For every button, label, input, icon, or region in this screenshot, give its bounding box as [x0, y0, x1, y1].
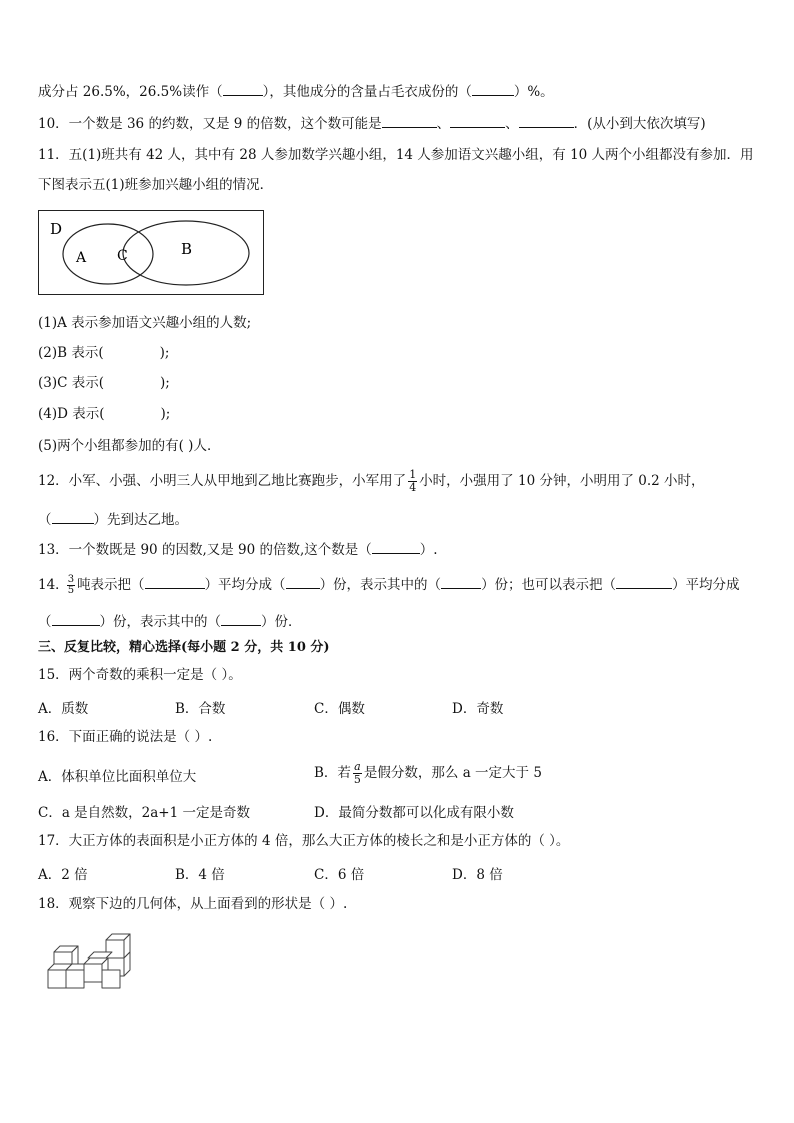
q12-line2: （ ）先到达乙地。	[38, 512, 188, 528]
answer-blank[interactable]	[450, 114, 505, 128]
q16-option-a[interactable]: A．体积单位比面积单位大	[38, 769, 197, 785]
answer-blank[interactable]	[472, 82, 514, 96]
q9-line: 成分占 26.5%，26.5%读作（ ），其他成分的含量占毛衣成份的（ ）%。	[38, 84, 554, 100]
q14-line2: （ ）份，表示其中的（ ）份．	[38, 614, 302, 630]
q15-option-b[interactable]: B．合数	[175, 701, 226, 717]
q11-sub5: (5)两个小组都参加的有( )人．	[38, 438, 221, 454]
fraction-a-over-5: $\frac{a}{5}$	[353, 760, 361, 786]
section-heading: 三、反复比较，精心选择(每小题 2 分，共 10 分)	[38, 640, 330, 655]
q13-line: 13．一个数既是 90 的因数,又是 90 的倍数,这个数是（ ）.	[38, 542, 438, 558]
venn-universe-box	[39, 211, 264, 295]
answer-blank[interactable]	[223, 82, 263, 96]
cube-solid-figure	[40, 928, 140, 996]
q14-line1: 14． $\frac{3}{5}$ 吨表示把（ ）平均分成（ ）份，表示其中的（ ）份；也可以表示把（ ）平均分成	[38, 574, 740, 596]
q17-option-b[interactable]: B．4 倍	[175, 867, 225, 883]
q17-option-c[interactable]: C．6 倍	[314, 867, 365, 883]
q16-option-b[interactable]: B．若 $\frac{a}{5}$ 是假分数，那么 a 一定大于 5	[314, 760, 542, 786]
q12-line1: 12．小军、小强、小明三人从甲地到乙地比赛跑步，小军用了 $\frac{1}{4}$ 小时，小强用了 10 分钟，小明用了 0.2 小时，	[38, 468, 705, 494]
q16-stem: 16．下面正确的说法是（ ）.	[38, 729, 213, 745]
q17-stem: 17．大正方体的表面积是小正方体的 4 倍，那么大正方体的棱长之和是小正方体的（ ）。	[38, 833, 570, 849]
answer-blank[interactable]	[52, 510, 94, 524]
answer-blank[interactable]	[145, 575, 205, 589]
q11-sub2: (2)B 表示( );	[38, 345, 170, 361]
q10-line: 10．一个数是 36 的约数，又是 9 的倍数，这个数可能是 、 、 ．(从小到大依次填写)	[38, 116, 706, 132]
answer-blank[interactable]	[519, 114, 574, 128]
answer-blank[interactable]	[382, 114, 437, 128]
q11-sub1: (1)A 表示参加语文兴趣小组的人数;	[38, 315, 252, 331]
q18-stem: 18．观察下边的几何体，从上面看到的形状是（ ）.	[38, 896, 348, 912]
q16-option-c[interactable]: C．a 是自然数，2a+1 一定是奇数	[38, 805, 250, 821]
answer-blank[interactable]	[616, 575, 672, 589]
answer-blank[interactable]	[221, 612, 261, 626]
answer-blank[interactable]	[286, 575, 320, 589]
fraction-one-quarter: $\frac{1}{4}$	[409, 468, 417, 494]
q11-sub4: (4)D 表示( );	[38, 406, 171, 422]
q15-option-a[interactable]: A．质数	[38, 701, 89, 717]
q17-option-a[interactable]: A．2 倍	[38, 867, 88, 883]
q15-option-d[interactable]: D．奇数	[452, 701, 504, 717]
answer-blank[interactable]	[441, 575, 481, 589]
q15-option-c[interactable]: C．偶数	[314, 701, 365, 717]
q16-option-d[interactable]: D．最简分数都可以化成有限小数	[314, 805, 514, 821]
venn-diagram	[38, 210, 266, 296]
fraction-three-fifths: $\frac{3}{5}$	[67, 574, 75, 596]
venn-label-b: B	[181, 240, 193, 258]
venn-label-a: A	[76, 250, 87, 266]
q17-option-d[interactable]: D．8 倍	[452, 867, 503, 883]
q15-stem: 15．两个奇数的乘积一定是（ ）。	[38, 667, 242, 683]
venn-label-d: D	[50, 220, 63, 238]
q11-line2: 下图表示五(1)班参加兴趣小组的情况．	[38, 177, 274, 193]
answer-blank[interactable]	[52, 612, 100, 626]
venn-label-c: C	[117, 248, 128, 264]
answer-blank[interactable]	[372, 540, 420, 554]
q11-line1: 11．五(1)班共有 42 人，其中有 28 人参加数学兴趣小组，14 人参加语文兴趣小组，有 10 人两个小组都没有参加．用	[38, 147, 754, 163]
q11-sub3: (3)C 表示( );	[38, 375, 170, 391]
